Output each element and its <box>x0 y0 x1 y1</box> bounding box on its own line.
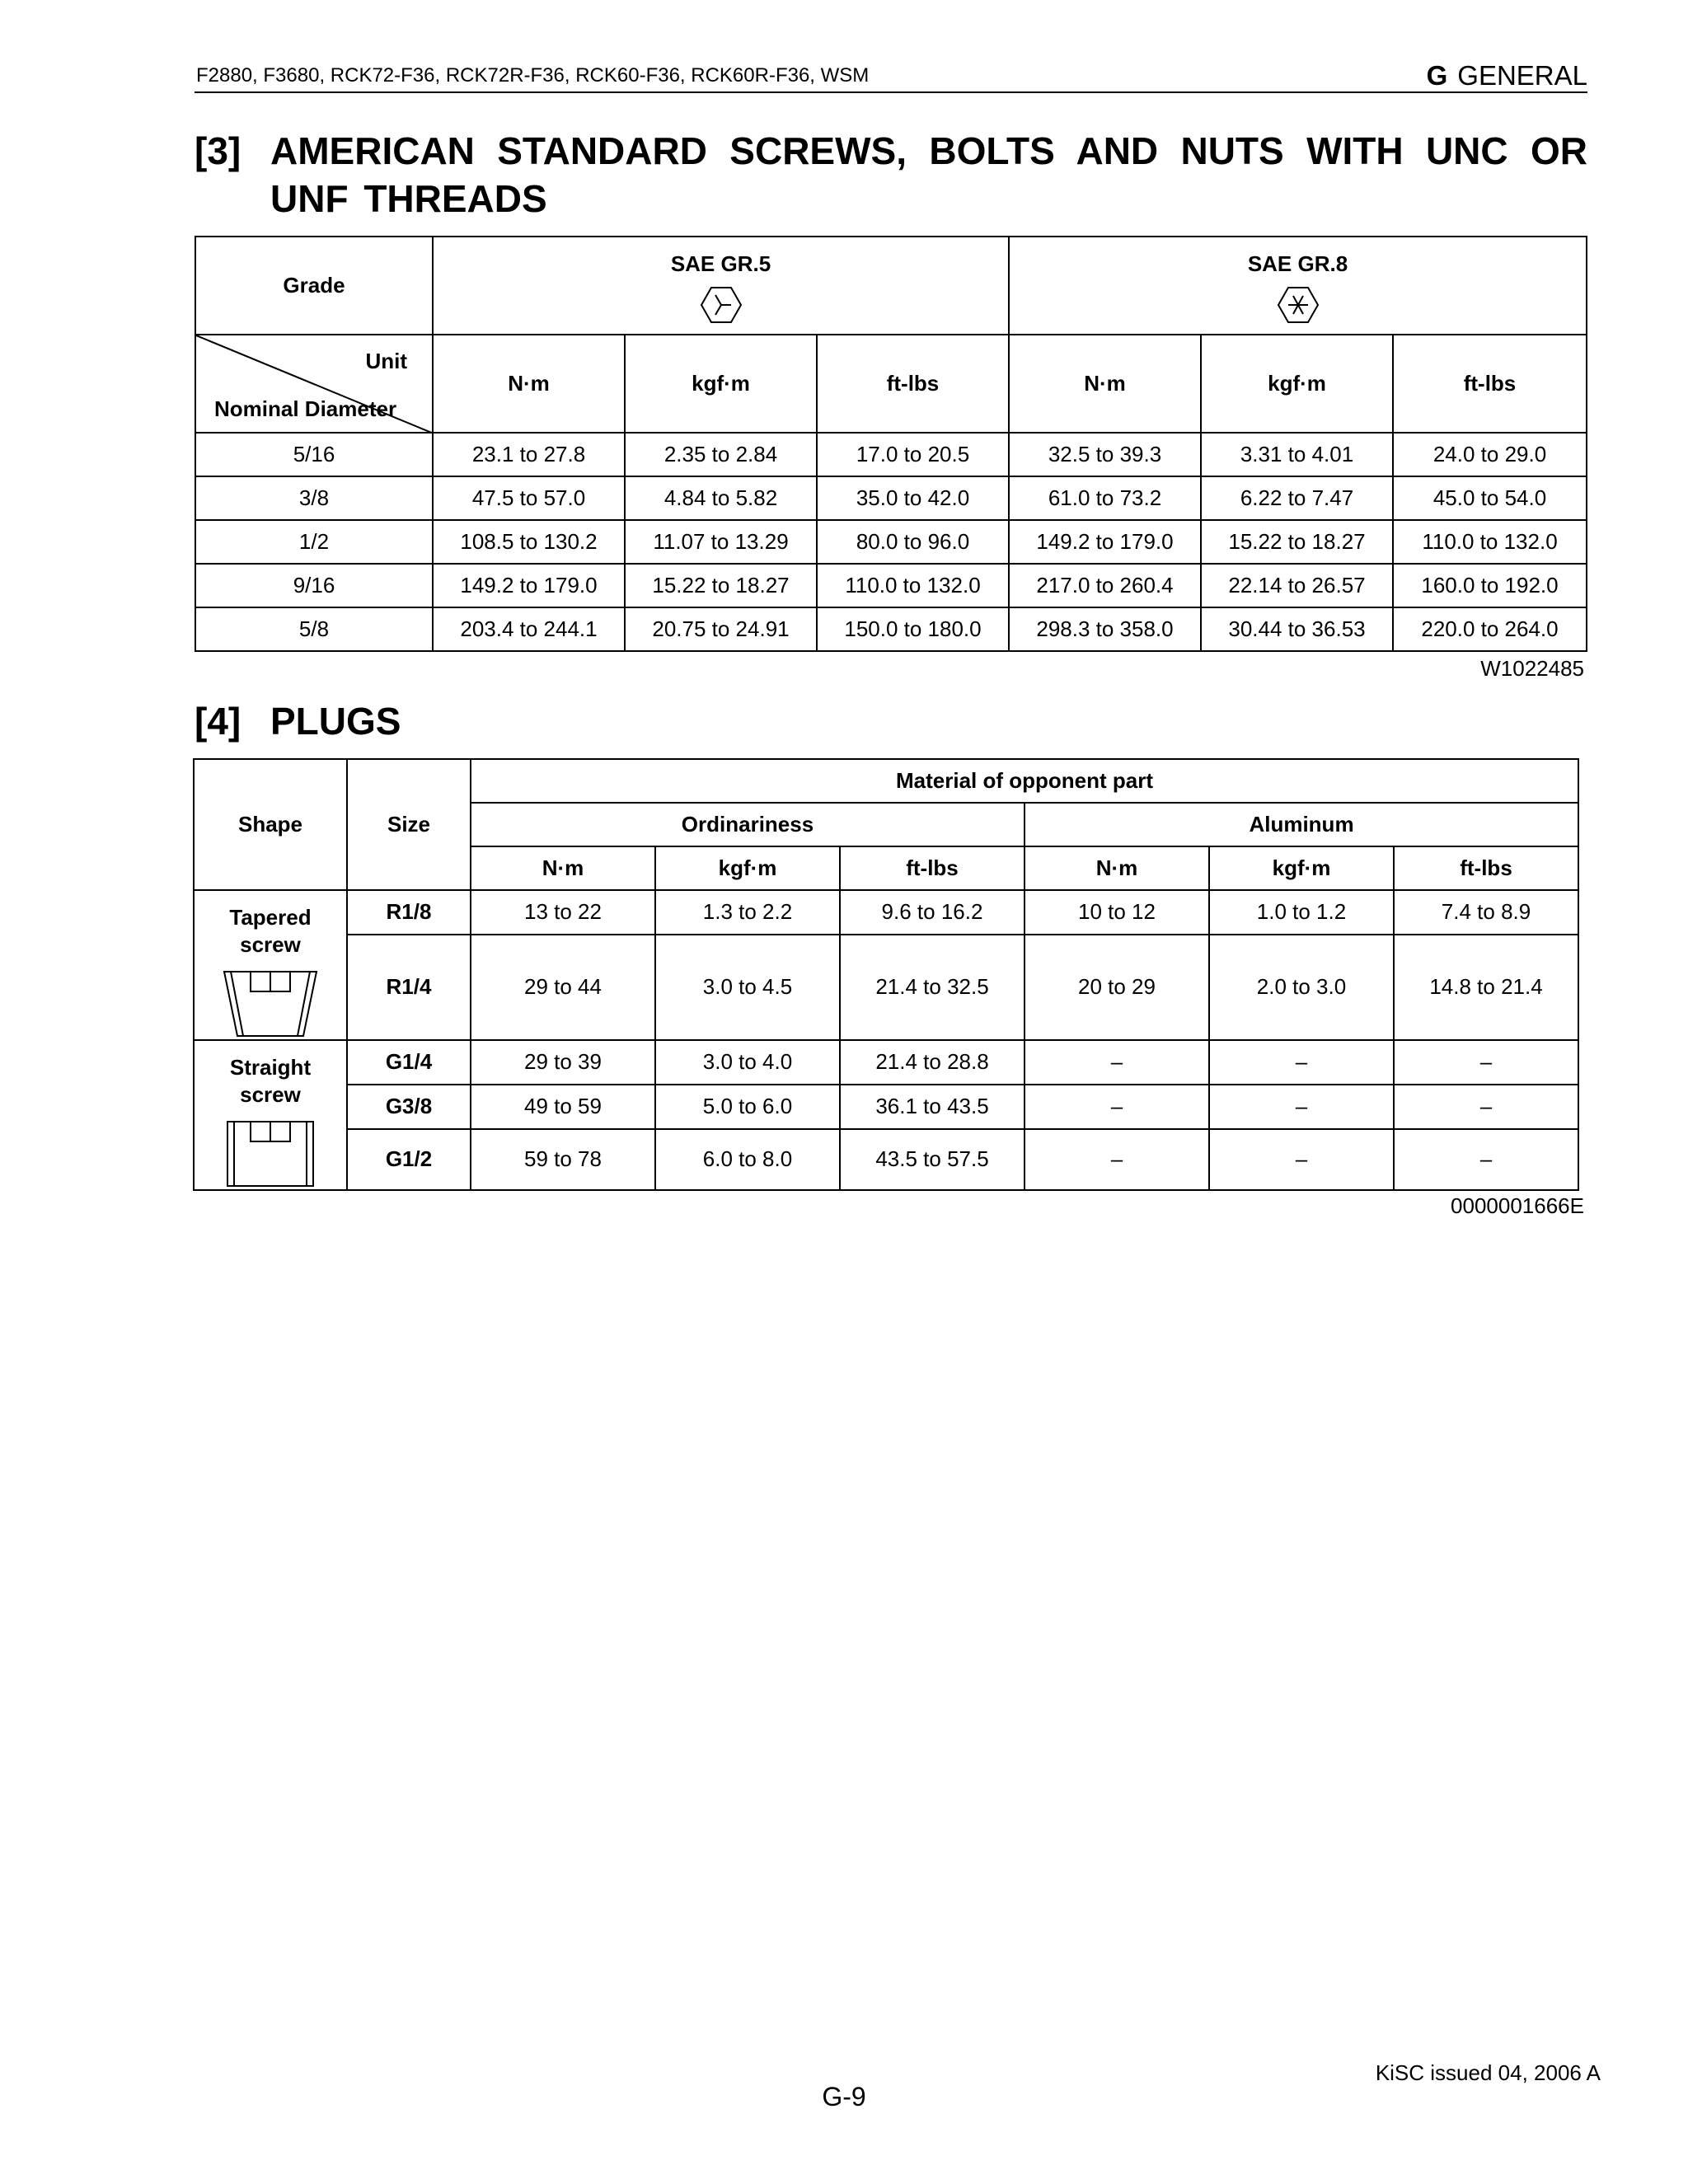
torque-value: 22.14 to 26.57 <box>1201 564 1393 607</box>
table-row <box>194 1129 1578 1190</box>
torque-value: 13 to 22 <box>471 890 655 935</box>
torque-value: – <box>1025 1040 1209 1085</box>
torque-value: 7.4 to 8.9 <box>1394 890 1578 935</box>
shape-name-line2: screw <box>240 1082 301 1107</box>
torque-value: – <box>1209 1129 1394 1190</box>
size-cell: G1/4 <box>347 1040 471 1085</box>
sae-grade5-hex-icon <box>699 285 743 325</box>
shape-tapered <box>194 890 347 1040</box>
unit-header: ft-lbs <box>840 846 1025 890</box>
torque-value: 2.35 to 2.84 <box>625 433 817 476</box>
section4-number: [4] <box>195 700 241 743</box>
torque-value: 11.07 to 13.29 <box>625 520 817 564</box>
size-cell: G3/8 <box>347 1085 471 1129</box>
shape-straight <box>194 1040 347 1190</box>
header-models: F2880, F3680, RCK72-F36, RCK72R-F36, RCK60-F36, RCK60R-F36, WSM <box>196 64 870 87</box>
torque-value: 30.44 to 36.53 <box>1201 607 1393 651</box>
section4-title <box>195 697 1587 745</box>
section4-title-text: PLUGS <box>270 700 401 743</box>
shape-header: Shape <box>194 759 347 890</box>
section3-title-line1: AMERICAN STANDARD SCREWS, BOLTS AND NUTS WITH UNC OR <box>270 129 1587 172</box>
torque-value: – <box>1025 1085 1209 1129</box>
nominal-diameter-label: Nominal Diameter <box>214 396 397 421</box>
torque-value: 3.0 to 4.0 <box>655 1040 840 1085</box>
torque-value: 298.3 to 358.0 <box>1009 607 1201 651</box>
size-cell: R1/8 <box>347 890 471 935</box>
torque-value: 108.5 to 130.2 <box>433 520 625 564</box>
plug-torque-table <box>193 758 1579 1191</box>
unit-header: ft-lbs <box>1393 335 1587 433</box>
section3-code: W1022485 <box>1480 656 1584 681</box>
torque-value: 20 to 29 <box>1025 935 1209 1040</box>
torque-value: 23.1 to 27.8 <box>433 433 625 476</box>
unit-header: N·m <box>1025 846 1209 890</box>
table-row <box>194 890 1578 935</box>
size-cell: G1/2 <box>347 1129 471 1190</box>
torque-value: 80.0 to 96.0 <box>817 520 1009 564</box>
table-row <box>195 433 1587 476</box>
group-ordinariness: Ordinariness <box>471 803 1025 846</box>
torque-value: 1.0 to 1.2 <box>1209 890 1394 935</box>
torque-value: 29 to 44 <box>471 935 655 1040</box>
torque-value: 149.2 to 179.0 <box>433 564 625 607</box>
group-aluminum: Aluminum <box>1025 803 1578 846</box>
unit-header: N·m <box>433 335 625 433</box>
straight-screw-plug-icon <box>221 1118 320 1189</box>
torque-value: – <box>1209 1085 1394 1129</box>
shape-name-line2: screw <box>240 932 301 957</box>
torque-value: 6.22 to 7.47 <box>1201 476 1393 520</box>
material-header: Material of opponent part <box>471 759 1578 803</box>
table-row <box>194 1040 1578 1085</box>
torque-value: 45.0 to 54.0 <box>1393 476 1587 520</box>
torque-value: 150.0 to 180.0 <box>817 607 1009 651</box>
unit-diameter-header <box>195 335 433 433</box>
torque-value: 1.3 to 2.2 <box>655 890 840 935</box>
torque-value: 9.6 to 16.2 <box>840 890 1025 935</box>
torque-value: 3.31 to 4.01 <box>1201 433 1393 476</box>
table-row <box>195 564 1587 607</box>
torque-value: 14.8 to 21.4 <box>1394 935 1578 1040</box>
grade-gr5-label: SAE GR.5 <box>670 251 771 276</box>
header-section-letter: G <box>1426 60 1448 91</box>
torque-value: 203.4 to 244.1 <box>433 607 625 651</box>
section3-title <box>195 127 1587 223</box>
section4-code: 0000001666E <box>1451 1193 1584 1218</box>
torque-table-unc-unf <box>195 236 1587 652</box>
torque-value: 43.5 to 57.5 <box>840 1129 1025 1190</box>
torque-value: 47.5 to 57.0 <box>433 476 625 520</box>
table-row <box>195 607 1587 651</box>
unit-header: kgf·m <box>1209 846 1394 890</box>
unit-header: N·m <box>471 846 655 890</box>
torque-value: 61.0 to 73.2 <box>1009 476 1201 520</box>
torque-value: – <box>1394 1129 1578 1190</box>
footer-issue: KiSC issued 04, 2006 A <box>1375 2060 1601 2085</box>
grade-label: Grade <box>195 237 433 335</box>
shape-name-line1: Tapered <box>229 905 312 930</box>
unit-header: ft-lbs <box>817 335 1009 433</box>
torque-value: 32.5 to 39.3 <box>1009 433 1201 476</box>
torque-value: 15.22 to 18.27 <box>1201 520 1393 564</box>
torque-value: 10 to 12 <box>1025 890 1209 935</box>
page-number: G-9 <box>822 2082 866 2111</box>
diameter-cell: 5/8 <box>195 607 433 651</box>
unit-header: kgf·m <box>655 846 840 890</box>
grade-gr8-label: SAE GR.8 <box>1247 251 1348 276</box>
diameter-cell: 5/16 <box>195 433 433 476</box>
grade-header-gr8 <box>1009 237 1587 335</box>
torque-value: 15.22 to 18.27 <box>625 564 817 607</box>
header-section <box>1427 60 1587 91</box>
unit-header: ft-lbs <box>1394 846 1578 890</box>
table-row <box>195 520 1587 564</box>
torque-value: 4.84 to 5.82 <box>625 476 817 520</box>
grade-header-gr5 <box>433 237 1009 335</box>
torque-value: 29 to 39 <box>471 1040 655 1085</box>
torque-value: 35.0 to 42.0 <box>817 476 1009 520</box>
section3-number: [3] <box>195 129 241 172</box>
header-rule <box>195 91 1587 93</box>
diameter-cell: 9/16 <box>195 564 433 607</box>
section3-title-line2: UNF THREADS <box>270 177 547 220</box>
torque-value: – <box>1394 1040 1578 1085</box>
torque-value: 110.0 to 132.0 <box>1393 520 1587 564</box>
torque-value: 110.0 to 132.0 <box>817 564 1009 607</box>
torque-value: 49 to 59 <box>471 1085 655 1129</box>
torque-value: 21.4 to 32.5 <box>840 935 1025 1040</box>
unit-header: kgf·m <box>625 335 817 433</box>
tapered-screw-plug-icon <box>221 968 320 1039</box>
torque-value: – <box>1209 1040 1394 1085</box>
torque-value: 149.2 to 179.0 <box>1009 520 1201 564</box>
header-section-name: GENERAL <box>1457 60 1587 91</box>
diameter-cell: 3/8 <box>195 476 433 520</box>
torque-value: 160.0 to 192.0 <box>1393 564 1587 607</box>
shape-name-line1: Straight <box>229 1055 312 1080</box>
size-cell: R1/4 <box>347 935 471 1040</box>
torque-value: 21.4 to 28.8 <box>840 1040 1025 1085</box>
torque-value: 20.75 to 24.91 <box>625 607 817 651</box>
size-header: Size <box>347 759 471 890</box>
torque-value: – <box>1025 1129 1209 1190</box>
torque-value: 220.0 to 264.0 <box>1393 607 1587 651</box>
unit-header: N·m <box>1009 335 1201 433</box>
unit-label: Unit <box>365 349 407 373</box>
torque-value: – <box>1394 1085 1578 1129</box>
torque-value: 217.0 to 260.4 <box>1009 564 1201 607</box>
torque-value: 2.0 to 3.0 <box>1209 935 1394 1040</box>
unit-header: kgf·m <box>1201 335 1393 433</box>
torque-value: 5.0 to 6.0 <box>655 1085 840 1129</box>
torque-value: 59 to 78 <box>471 1129 655 1190</box>
diameter-cell: 1/2 <box>195 520 433 564</box>
torque-value: 24.0 to 29.0 <box>1393 433 1587 476</box>
torque-value: 3.0 to 4.5 <box>655 935 840 1040</box>
table-row <box>194 935 1578 1040</box>
sae-grade8-hex-icon <box>1276 285 1320 325</box>
torque-value: 17.0 to 20.5 <box>817 433 1009 476</box>
table-row <box>195 476 1587 520</box>
table-row <box>194 1085 1578 1129</box>
torque-value: 6.0 to 8.0 <box>655 1129 840 1190</box>
torque-value: 36.1 to 43.5 <box>840 1085 1025 1129</box>
